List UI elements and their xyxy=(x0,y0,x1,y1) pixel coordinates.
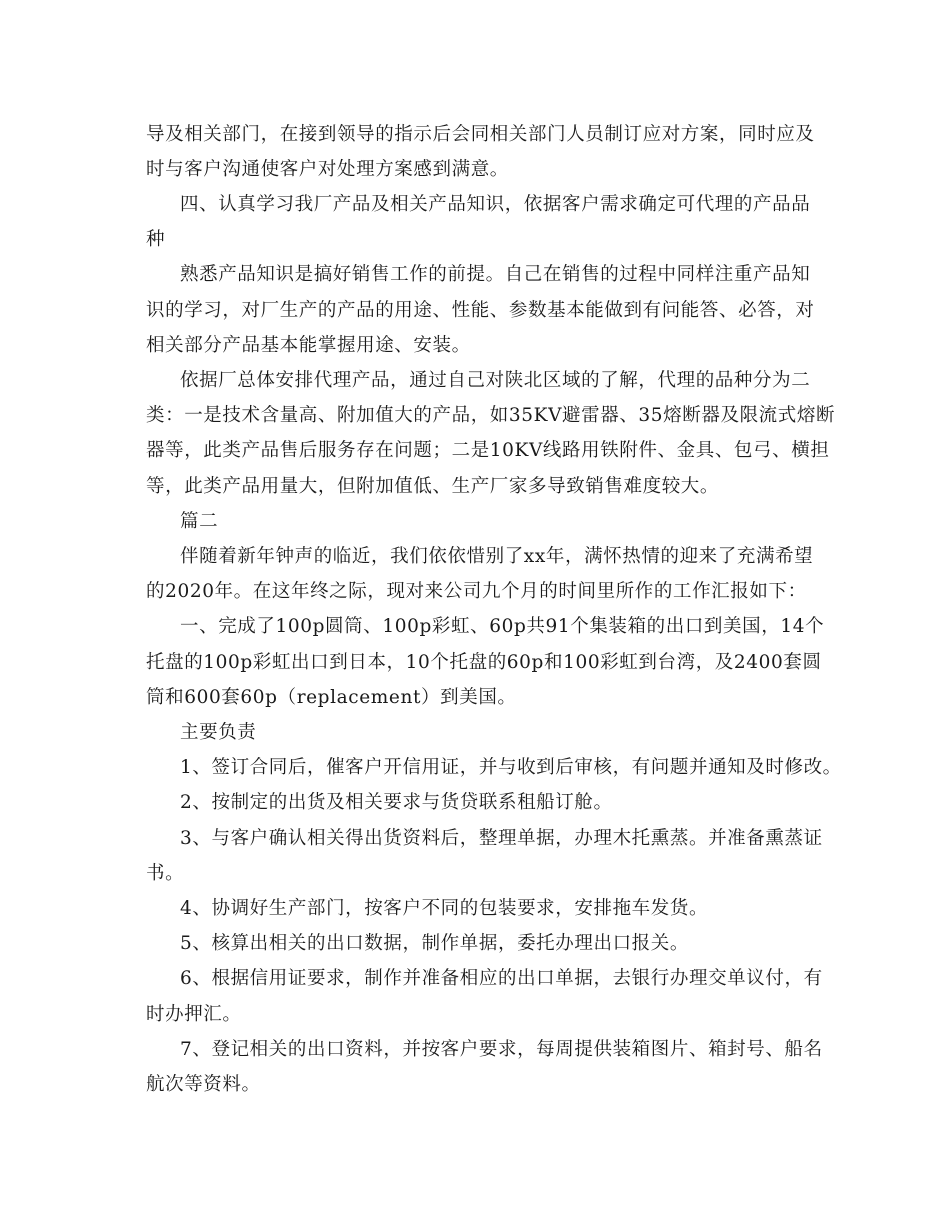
text-line: 等，此类产品用量大，但附加值低、生产厂家多导致销售难度较大。 xyxy=(146,476,720,497)
text-line: 的2020年。在这年终之际，现对来公司九个月的时间里所作的工作汇报如下： xyxy=(146,581,807,602)
text-line: 依据厂总体安排代理产品，通过自己对陕北区域的了解，代理的品种分为二 xyxy=(180,370,811,391)
text-line: 熟悉产品知识是搞好销售工作的前提。自己在销售的过程中同样注重产品知 xyxy=(180,264,811,285)
text-line: 3、与客户确认相关得出货资料后，整理单据，办理木托熏蒸。并准备熏蒸证 xyxy=(180,828,823,849)
text-line: 类：一是技术含量高、附加值大的产品，如35KV避雷器、35熔断器及限流式熔断 xyxy=(146,405,836,426)
text-line: 种 xyxy=(146,229,166,250)
text-line: 5、核算出相关的出口数据，制作单据，委托办理出口报关。 xyxy=(180,933,689,954)
text-line: 识的学习，对厂生产的产品的用途、性能、参数基本能做到有问能答、必答，对 xyxy=(146,300,815,321)
text-line: 2、按制定的出货及相关要求与货贷联系租船订舱。 xyxy=(180,792,613,813)
text-line: 四、认真学习我厂产品及相关产品知识，依据客户需求确定可代理的产品品 xyxy=(180,194,811,215)
text-line: 相关部分产品基本能掌握用途、安装。 xyxy=(146,335,471,356)
text-line: 器等，此类产品售后服务存在问题；二是10KV线路用铁附件、金具、包弓、横担 xyxy=(146,440,830,461)
text-line: 托盘的100p彩虹出口到日本，10个托盘的60p和100彩虹到台湾，及2400套圆 xyxy=(146,652,822,673)
section-heading: 主要负责 xyxy=(180,722,257,743)
text-line: 航次等资料。 xyxy=(146,1074,261,1095)
text-line: 时与客户沟通使客户对处理方案感到满意。 xyxy=(146,159,509,180)
text-line: 伴随着新年钟声的临近，我们依依惜别了xx年，满怀热情的迎来了充满希望 xyxy=(180,546,814,567)
text-line: 6、根据信用证要求，制作并准备相应的出口单据，去银行办理交单议付，有 xyxy=(180,968,823,989)
text-line: 一、完成了100p圆筒、100p彩虹、60p共91个集装箱的出口到美国，14个 xyxy=(180,616,825,637)
text-line: 书。 xyxy=(146,863,185,884)
text-line: 1、签订合同后，催客户开信用证，并与收到后审核，有问题并通知及时修改。 xyxy=(180,757,842,778)
text-line: 筒和600套60p（replacement）到美国。 xyxy=(146,687,517,708)
text-line: 时办押汇。 xyxy=(146,1004,242,1025)
text-line: 4、协调好生产部门，按客户不同的包装要求，安排拖车发货。 xyxy=(180,898,709,919)
section-heading: 篇二 xyxy=(180,511,219,532)
text-line: 导及相关部门，在接到领导的指示后会同相关部门人员制订应对方案，同时应及 xyxy=(146,124,815,145)
text-line: 7、登记相关的出口资料，并按客户要求，每周提供装箱图片、箱封号、船名 xyxy=(180,1039,823,1060)
